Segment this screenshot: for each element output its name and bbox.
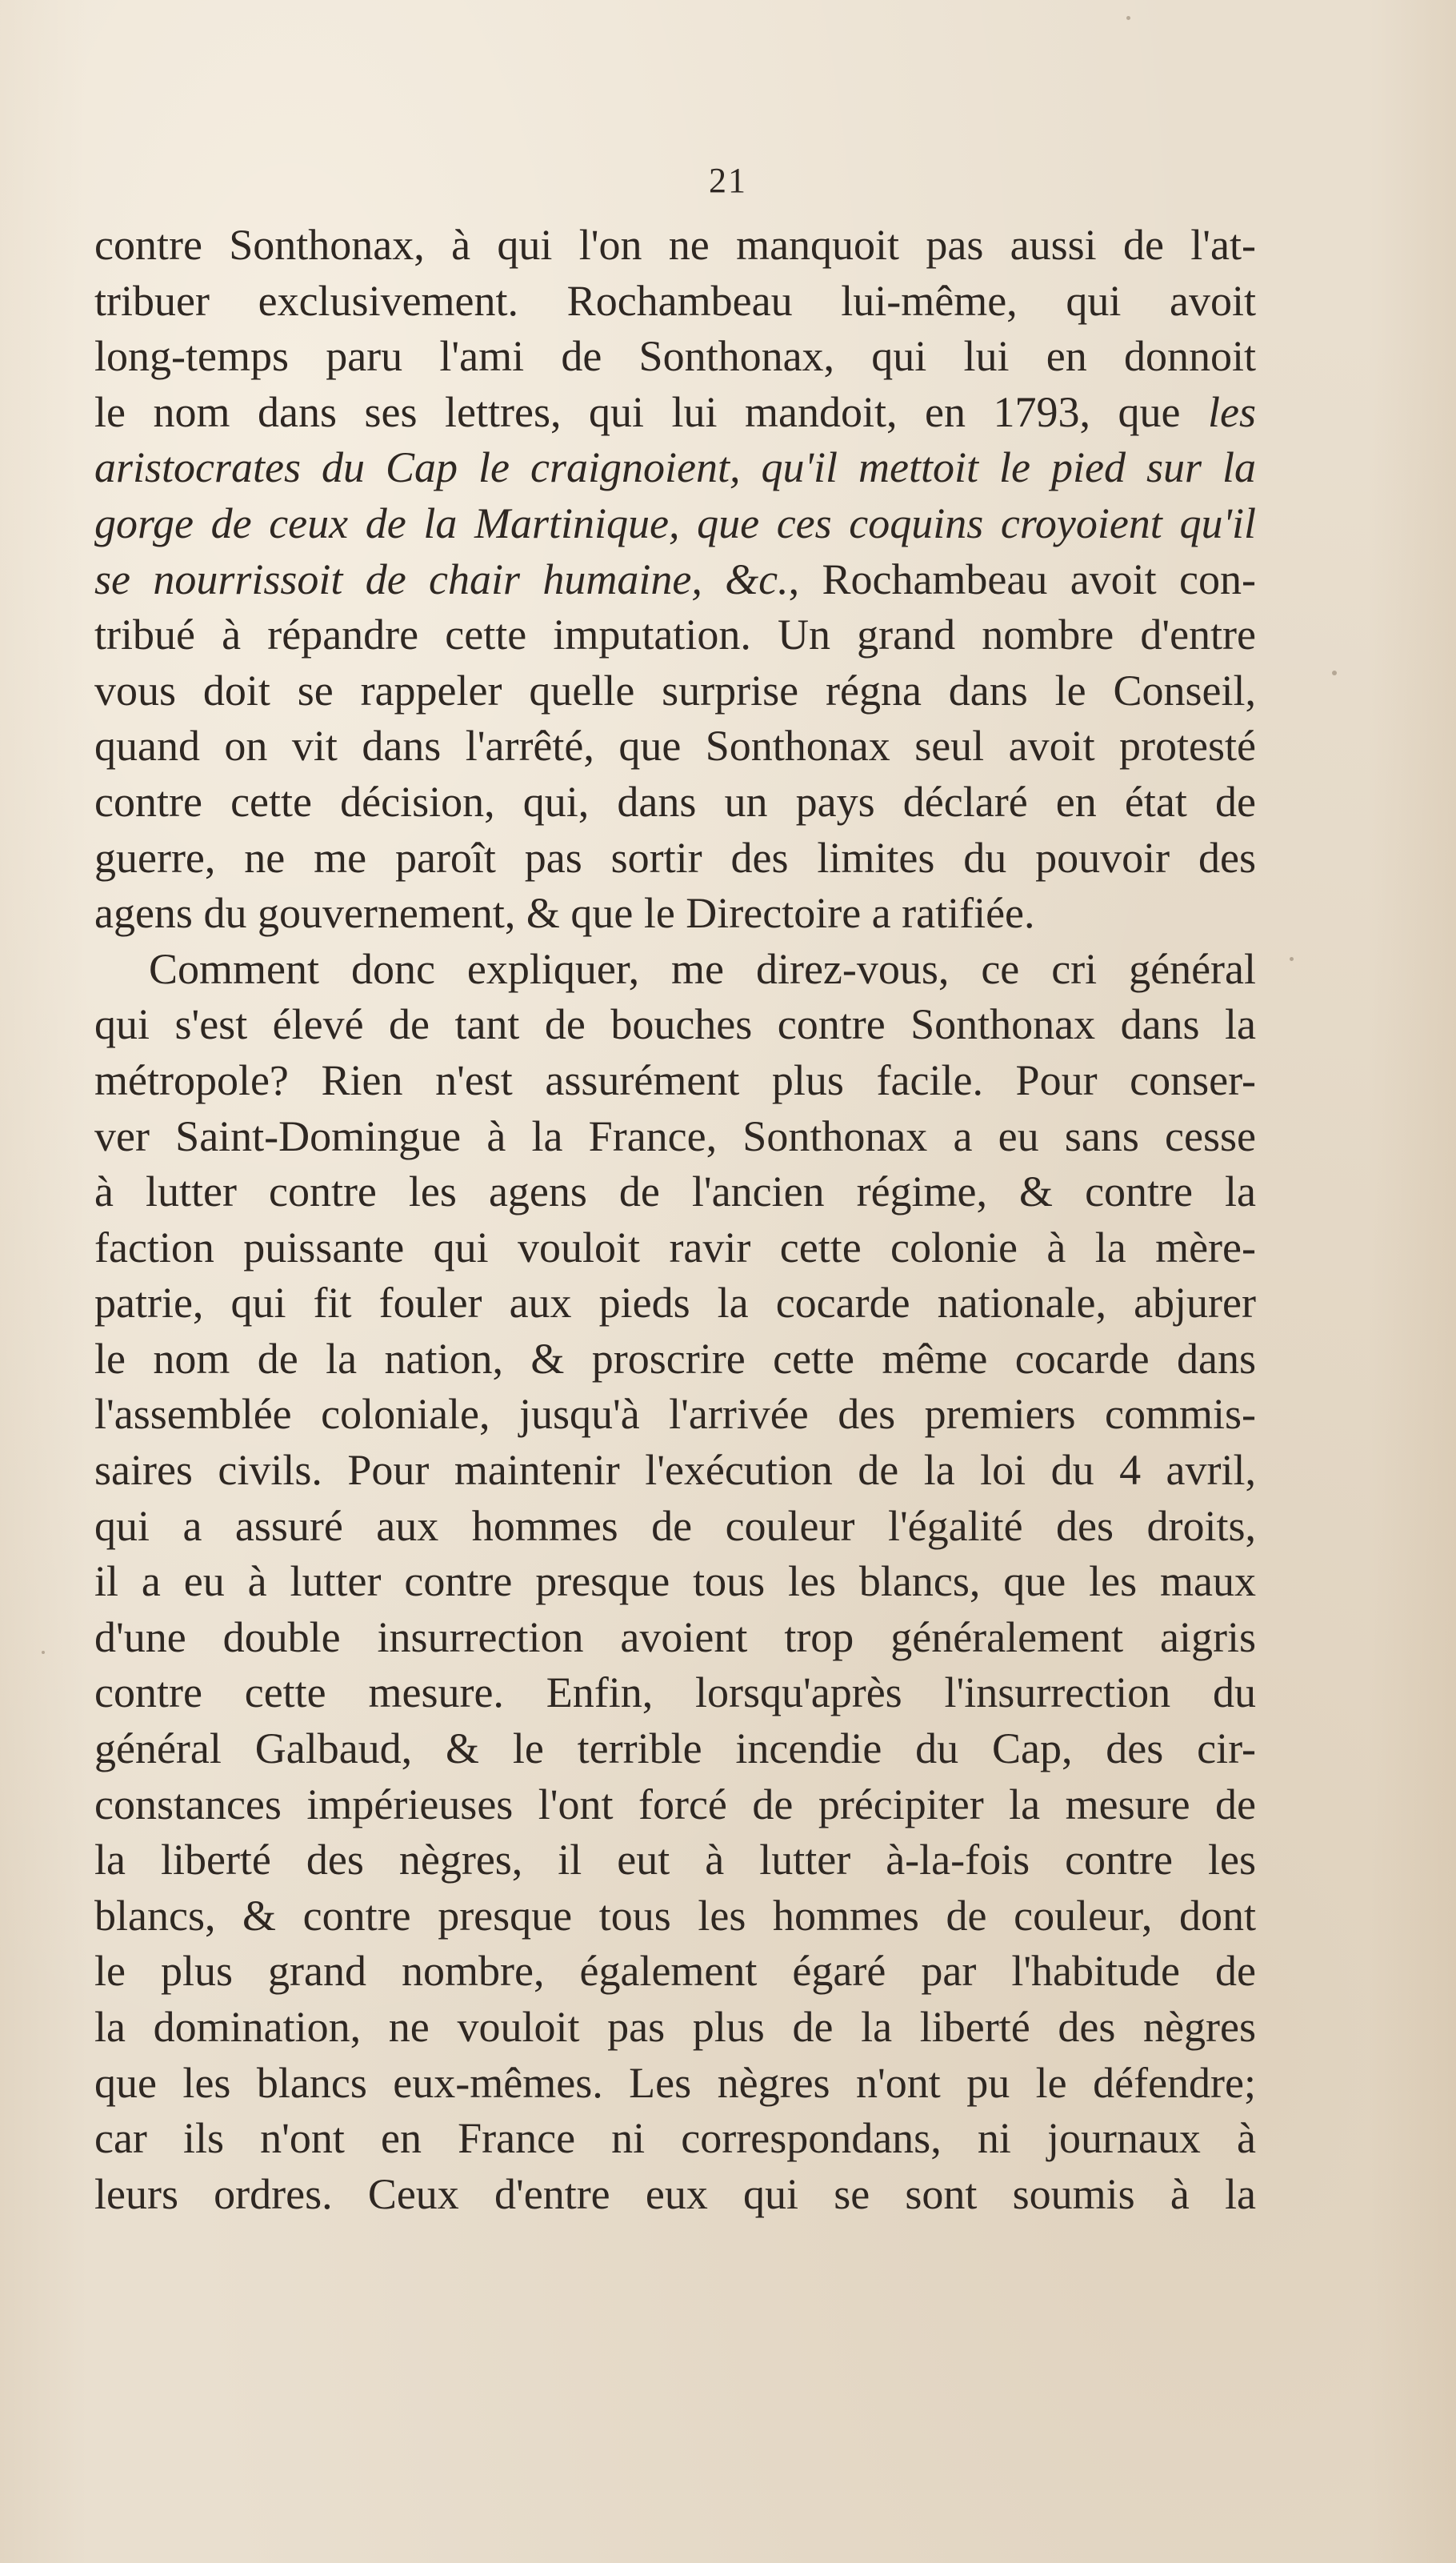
text-line xyxy=(94,1332,1256,1388)
text-line xyxy=(94,1109,1256,1165)
text-line xyxy=(94,1443,1256,1499)
text-segment: vous doit se rappeler quelle surprise régna dans le Conseil, xyxy=(94,666,1256,715)
text-segment: le nom de la nation, & proscrire cette même cocarde dans xyxy=(94,1334,1256,1383)
text-line xyxy=(94,1220,1256,1276)
text-segment: contre Sonthonax, à qui l'on ne manquoit pas aussi de l'at- xyxy=(94,221,1256,269)
text-line xyxy=(94,496,1256,552)
text-line xyxy=(94,2167,1256,2223)
text-segment: guerre, ne me paroît pas sortir des limites du pouvoir des xyxy=(94,833,1256,882)
text-segment: long-temps paru l'ami de Sonthonax, qui lui en donnoit xyxy=(94,332,1256,381)
text-segment: que les blancs eux-mêmes. Les nègres n'ont pu le défendre; xyxy=(94,2058,1256,2107)
text-line xyxy=(94,1554,1256,1610)
text-line xyxy=(94,218,1256,274)
text-segment: la liberté des nègres, il eut à lutter à-la-fois contre les xyxy=(94,1836,1256,1884)
text-line xyxy=(94,1053,1256,1109)
text-line xyxy=(94,385,1256,441)
text-line xyxy=(94,440,1256,496)
text-segment: qui a assuré aux hommes de couleur l'égalité des droits, xyxy=(94,1501,1256,1550)
text-line xyxy=(94,329,1256,385)
text-segment: métropole? Rien n'est assurément plus facile. Pour conser- xyxy=(94,1055,1256,1104)
text-line xyxy=(94,997,1256,1053)
text-line xyxy=(94,552,1256,608)
italic-text-segment: les xyxy=(1208,387,1256,436)
text-line xyxy=(94,1944,1256,2000)
text-segment: Comment donc expliquer, me direz-vous, ce cri général xyxy=(149,944,1256,993)
text-segment: à lutter contre les agens de l'ancien régime, & contre la xyxy=(94,1167,1256,1216)
text-segment: tribué à répandre cette imputation. Un grand nombre d'entre xyxy=(94,611,1256,659)
text-line xyxy=(94,2111,1256,2167)
text-segment: constances impérieuses l'ont forcé de précipiter la mesure de xyxy=(94,1780,1256,1828)
body-text xyxy=(94,218,1256,2222)
text-line xyxy=(94,942,1256,998)
text-segment: contre cette décision, qui, dans un pays déclaré en état de xyxy=(94,777,1256,826)
text-segment: qui s'est élevé de tant de bouches contre Sonthonax dans la xyxy=(94,1000,1256,1049)
text-segment: patrie, qui fit fouler aux pieds la cocarde nationale, abjurer xyxy=(94,1279,1256,1328)
text-line xyxy=(94,775,1256,831)
text-line xyxy=(94,1777,1256,1833)
text-line xyxy=(94,1888,1256,1944)
text-segment: saires civils. Pour maintenir l'exécution de la loi du 4 avril, xyxy=(94,1446,1256,1495)
text-line xyxy=(94,1275,1256,1332)
text-segment: l'assemblée coloniale, jusqu'à l'arrivée des premiers commis- xyxy=(94,1390,1256,1439)
text-segment: le plus grand nombre, également égaré par l'habitude de xyxy=(94,1947,1256,1996)
text-line xyxy=(94,1721,1256,1777)
text-segment: le nom dans ses lettres, qui lui mandoit, en 1793, que xyxy=(94,387,1208,436)
page-number: 21 xyxy=(709,161,747,200)
text-segment: quand on vit dans l'arrêté, que Sonthonax seul avoit protesté xyxy=(94,722,1256,771)
text-line xyxy=(94,607,1256,663)
text-line xyxy=(94,886,1256,942)
text-segment: car ils n'ont en France ni correspondans, ni journaux à xyxy=(94,2114,1256,2163)
text-segment: général Galbaud, & le terrible incendie du Cap, des cir- xyxy=(94,1724,1256,1773)
italic-text-segment: gorge de ceux de la Martinique, que ces coquins croyoient qu'il xyxy=(94,499,1256,547)
text-line xyxy=(94,831,1256,887)
italic-text-segment: aristocrates du Cap le craignoient, qu'il mettoit le pied sur la xyxy=(94,443,1256,492)
text-line xyxy=(94,719,1256,775)
text-segment: il a eu à lutter contre presque tous les blancs, que les maux xyxy=(94,1557,1256,1606)
text-segment: contre cette mesure. Enfin, lorsqu'après l'insurrection du xyxy=(94,1668,1256,1717)
text-segment: tribuer exclusivement. Rochambeau lui-même, qui avoit xyxy=(94,276,1256,325)
text-line xyxy=(94,2000,1256,2056)
text-segment: faction puissante qui vouloit ravir cette colonie à la mère- xyxy=(94,1223,1256,1271)
text-line xyxy=(94,274,1256,330)
paper-speck xyxy=(1290,957,1294,961)
text-segment: leurs ordres. Ceux d'entre eux qui se sont soumis à la xyxy=(94,2169,1256,2218)
text-line xyxy=(94,663,1256,719)
text-line xyxy=(94,1164,1256,1220)
text-segment: d'une double insurrection avoient trop généralement aigris xyxy=(94,1612,1256,1661)
text-line xyxy=(94,1832,1256,1888)
text-segment: agens du gouvernement, & que le Directoire a ratifiée. xyxy=(94,889,1035,938)
paper-speck xyxy=(42,1651,45,1654)
text-line xyxy=(94,2056,1256,2112)
italic-text-segment: se nourrissoit de chair humaine, &c. xyxy=(94,555,789,603)
text-segment: ver Saint-Domingue à la France, Sonthonax a eu sans cesse xyxy=(94,1111,1256,1160)
text-segment: blancs, & contre presque tous les hommes de couleur, dont xyxy=(94,1891,1256,1940)
text-segment: la domination, ne vouloit pas plus de la liberté des nègres xyxy=(94,2003,1256,2051)
paper-speck xyxy=(1332,671,1337,675)
text-line xyxy=(94,1499,1256,1555)
text-line xyxy=(94,1665,1256,1721)
paper-speck xyxy=(1126,16,1130,20)
text-segment: , Rochambeau avoit con- xyxy=(788,555,1256,603)
text-line xyxy=(94,1610,1256,1666)
text-line xyxy=(94,1387,1256,1443)
